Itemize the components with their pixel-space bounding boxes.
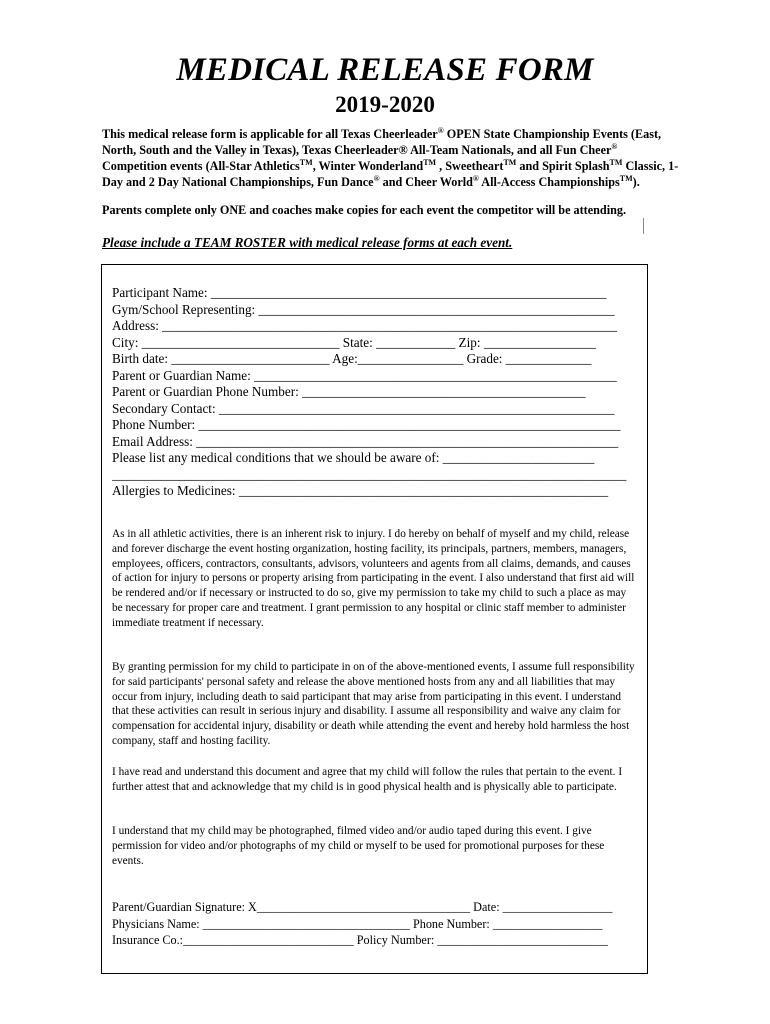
gym-school-field[interactable]: Gym/School Representing: ______________________________________________________: [112, 301, 615, 317]
email-field[interactable]: Email Address: ________________________________________________________________: [112, 433, 619, 449]
registered-mark: ®: [611, 141, 618, 151]
acknowledgement-paragraph: I have read and understand this document and agree that my child will follow the rules that pertain to the event. I further attest that and acknowledge that my child is in good physical health and is physically able to participate.: [112, 766, 623, 793]
medical-conditions-field[interactable]: Please list any medical conditions that we should be aware of: _______________________: [112, 450, 595, 465]
roster-note: Please include a TEAM ROSTER with medical release forms at each event.: [102, 235, 513, 250]
participant-name-field[interactable]: Participant Name: ____________________________________________________________: [112, 285, 607, 300]
trademark-mark: TM: [299, 157, 313, 167]
intro-text: ).: [632, 175, 640, 189]
intro-text: All-Access Championships: [478, 175, 620, 189]
intro-text: Classic, 1-Day and 2 Day National Championships, Fun Dance: [102, 159, 679, 189]
registered-mark: ®: [437, 125, 444, 135]
guardian-phone-field[interactable]: Parent or Guardian Phone Number: ___________________________________________: [112, 384, 586, 399]
registered-mark: ®: [472, 173, 479, 183]
media-consent-paragraph: I understand that my child may be photographed, filmed video and/or audio taped during this event. I give permission for video and/or photographs of my child or myself to be used for promotional purposes for these events.: [112, 825, 605, 867]
intro-text: , Winter Wonderland: [312, 159, 424, 173]
insurance-field[interactable]: Insurance Co.:____________________________ Policy Number: ____________________________: [112, 933, 608, 947]
form-title: MEDICAL RELEASE FORM: [176, 52, 594, 88]
intro-text: and Spirit Splash: [516, 159, 610, 173]
responsibility-paragraph: By granting permission for my child to participate in on of the above-mentioned events, I assume full responsibility for said participants' personal safety and release the above mentioned hosts from any and all liabilities that may occur from injury, including death to said participant that may arise from participating in this event. I understand that these activities can result in serious injury and disability. I assume all responsibility and waive any claim for compensation for accidental injury, disability or death while attending the event and hereby hold harmless the host company, staff and hosting facility.: [112, 661, 635, 747]
release-paragraph: As in all athletic activities, there is an inherent risk to injury. I do hereby on behalf of myself and my child, release and forever discharge the event hosting organization, hosting facility, its principals, partners, members, managers, employees, officers, contractors, consultants, advisors, volunteers and agents from all claims, demands, and causes of action for injury to persons or property arising from participating in the event. I also understand that first aid will be rendered and/or if necessary or instructed to do so, give my permission to take my child to such a place as may be necessary for proper care and treatment. I grant permission to any hospital or clinic staff member to administer immediate treatment if necessary.: [112, 528, 635, 629]
guardian-signature-field[interactable]: Parent/Guardian Signature: X___________________________________ Date: __________________: [112, 900, 613, 914]
trademark-mark: TM: [423, 157, 437, 167]
allergies-field[interactable]: Allergies to Medicines: ________________________________________________________: [112, 483, 609, 498]
intro-paragraph: [102, 126, 682, 190]
trademark-mark: TM: [609, 157, 623, 167]
form-box: [101, 264, 648, 974]
secondary-contact-field[interactable]: Secondary Contact: ____________________________________________________________: [112, 400, 615, 416]
phone-number-field[interactable]: Phone Number: ________________________________________________________________: [112, 417, 621, 432]
trademark-mark: TM: [503, 157, 517, 167]
intro-text: OPEN State Championship Events (East, North, South and the Valley in Texas), Texas Cheerleader® All-Team Nationals, and all Fun Cheer: [102, 127, 662, 157]
birth-age-grade-field[interactable]: Birth date: ________________________ Age:________________ Grade: _____________: [112, 351, 592, 366]
medical-conditions-continued[interactable]: ______________________________________________________________________________: [112, 466, 627, 482]
trademark-mark: TM: [619, 173, 633, 183]
guardian-name-field[interactable]: Parent or Guardian Name: _______________________________________________________: [112, 367, 617, 383]
city-state-zip-field[interactable]: City: ______________________________ State: ____________ Zip: _________________: [112, 334, 596, 350]
intro-text: , Sweetheart: [436, 159, 504, 173]
parents-note: Parents complete only ONE and coaches make copies for each event the competitor will be attending.: [102, 203, 627, 217]
intro-text: and Cheer World: [379, 175, 473, 189]
signature-section: [112, 900, 642, 950]
physician-field[interactable]: Physicians Name: __________________________________ Phone Number: __________________: [112, 916, 603, 931]
form-year: 2019-2020: [335, 92, 435, 117]
address-field[interactable]: Address: _____________________________________________________________________: [112, 318, 618, 333]
intro-text: Competition events (All-Star Athletics: [102, 159, 300, 173]
participant-fields: [112, 285, 637, 500]
text-cursor: [643, 218, 644, 234]
registered-mark: ®: [373, 173, 380, 183]
intro-text: This medical release form is applicable for all Texas Cheerleader: [102, 127, 438, 141]
